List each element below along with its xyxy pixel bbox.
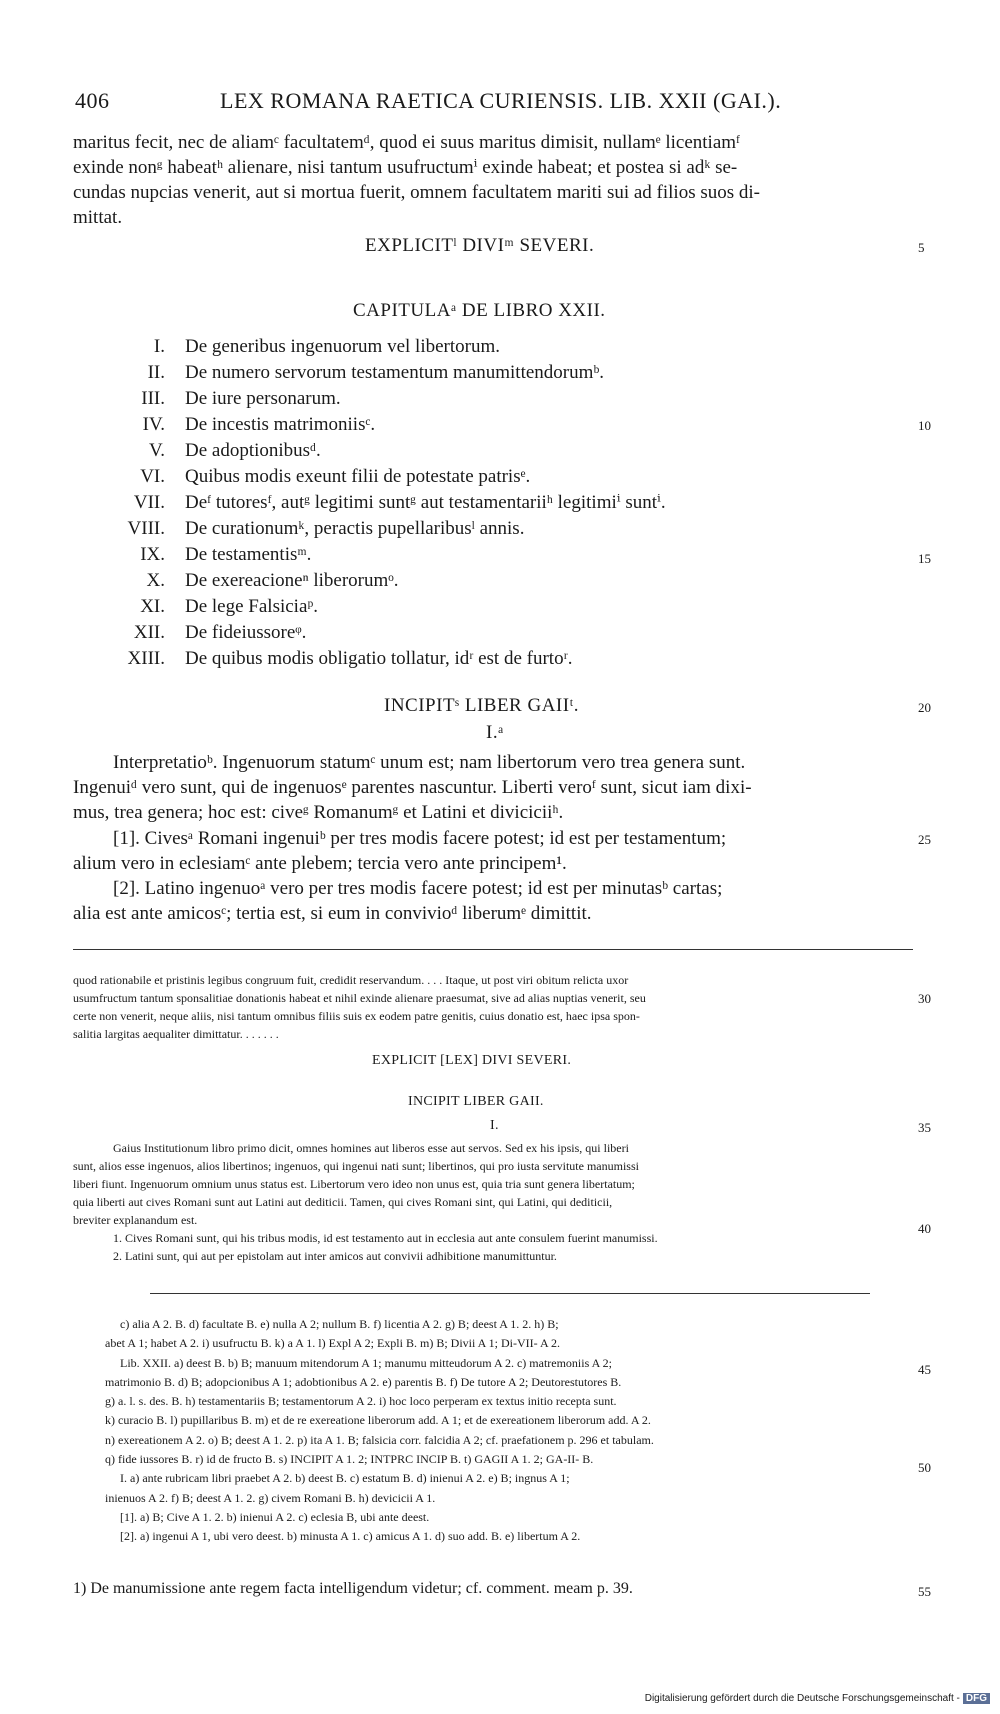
text-line: exinde nonᵍ habeatʰ alienare, nisi tantum usufructumⁱ exinde habeat; et postea si adᵏ se- <box>73 157 738 178</box>
separator-rule <box>150 1293 870 1294</box>
apparatus-line: q) fide iussores B. r) id de fructo B. s) INCIPIT A 1. 2; INTPRC INCIP B. t) GAGII A 1. 2; GA-II- B. <box>105 1452 594 1467</box>
capitula-item <box>110 568 399 594</box>
chapter-title: De testamentisᵐ. <box>185 544 312 565</box>
chapter-title: De incestis matrimoniisᶜ. <box>185 414 376 435</box>
separator-rule <box>73 949 913 950</box>
chapter-title: De lege Falsiciaᵖ. <box>185 596 319 617</box>
capitula-item <box>110 646 573 672</box>
capitula-item <box>110 464 531 490</box>
paragraph-2 <box>73 876 918 926</box>
apparatus-line: abet A 1; habet A 2. i) usufructu B. k) a A 1. l) Expl A 2; Expli B. m) B; Divii A 1; Di-VII- A 2. <box>105 1336 560 1351</box>
text-line: liberi fiunt. Ingenuorum omnium unus status est. Libertorum vero ideo non unus est, quia tria sunt genera libertatum; <box>73 1177 635 1191</box>
line-number: 15 <box>918 551 931 566</box>
text-line: certe non venerit, neque aliis, nisi tantum omnibus filiis suis ex eodem patre genitis, cuius donatio est, haec ipsa spon- <box>73 1009 640 1023</box>
chapter-number: V. <box>148 440 165 461</box>
chapter-number: XII. <box>133 622 165 643</box>
running-title: LEX ROMANA RAETICA CURIENSIS. LIB. XXII (GAI.). <box>220 88 782 113</box>
chapter-number: IV. <box>142 414 165 435</box>
chapter-title: De exereacioneⁿ liberorumᵒ. <box>185 570 399 591</box>
text-line: 2. Latini sunt, qui aut per epistolam aut inter amicos aut convivii adhibitione manumittuntur. <box>113 1249 557 1263</box>
text-line: sunt, alios esse ingenuos, alios libertinos; ingenuos, qui ingenui nati sunt; libertinos, qui pro iusta servitute manumissi <box>73 1159 639 1173</box>
line-number: 10 <box>918 418 931 433</box>
chapter-number: XIII. <box>127 648 165 669</box>
page-number: 406 <box>75 88 110 113</box>
capitula-item <box>110 516 525 542</box>
text-line: quod rationabile et pristinis legibus congruum fuit, credidit reservandum. . . . Itaque, ut post viri obitum relicta uxor <box>73 973 629 987</box>
text-line: Ingenuiᵈ vero sunt, qui de ingenuosᵉ parentes nascuntur. Liberti veroᶠ sunt, sicut iam dixi- <box>73 777 752 798</box>
text-line: alia est ante amicosᶜ; tertia est, si eum in convivioᵈ liberumᵉ dimittit. <box>73 903 592 924</box>
chapter-title: De quibus modis obligatio tollatur, idʳ est de furtoʳ. <box>185 648 573 669</box>
apparatus-line: k) curacio B. l) pupillaribus B. m) et de re exereatione liberorum add. A 1; et de exereationem liberorum add. A 2. <box>105 1413 651 1428</box>
apparatus-line: I. a) ante rubricam libri praebet A 2. b) deest B. c) estatum B. d) inienui A 2. e) B; ingnus A 1; <box>120 1471 570 1486</box>
section-number: I.ᵃ <box>486 722 504 743</box>
capitula-item <box>110 360 605 386</box>
text-line: 1. Cives Romani sunt, qui his tribus modis, id est testamento aut in ecclesia aut ante consulem fuerint manumissi. <box>113 1231 658 1245</box>
text-line: [1]. Civesᵃ Romani ingenuiᵇ per tres modis facere potest; id est per testamentum; <box>113 828 727 849</box>
chapter-title: De adoptionibusᵈ. <box>185 440 321 461</box>
text-line: maritus fecit, nec de aliamᶜ facultatemᵈ, quod ei suus maritus dimisit, nullamᵉ licentiamᶠ <box>73 132 741 153</box>
text-line: usumfructum tantum sponsalitiae donationis habeat et nihil exinde alienare praesumat, sive ad alias nuptias venerit, seu <box>73 991 646 1005</box>
dfg-logo: DFG <box>963 1693 990 1704</box>
line-number: 30 <box>918 991 931 1006</box>
text-line: breviter explanandum est. <box>73 1213 198 1227</box>
apparatus-line: Lib. XXII. a) deest B. b) B; manuum mitendorum A 1; manumu mitteudorum A 2. c) matremoniis A 2; <box>120 1355 612 1370</box>
apparatus-line: n) exereationem A 2. o) B; deest A 1. 2. p) ita A 1. B; falsicia corr. falcidia A 2; cf. praefationem p. 296 et tabulam. <box>105 1432 654 1447</box>
text-line: cundas nupcias venerit, aut si mortua fuerit, omnem facultatem mariti sui ad filios suos di- <box>73 182 760 203</box>
line-number: 5 <box>918 240 925 255</box>
credit-text: Digitalisierung gefördert durch die Deutsche Forschungsgemeinschaft - <box>644 1693 960 1704</box>
apparatus-line: inienuos A 2. f) B; deest A 1. 2. g) civem Romani B. h) devicicii A 1. <box>105 1490 436 1505</box>
paragraph-1 <box>73 826 918 876</box>
chapter-title: De generibus ingenuorum vel libertorum. <box>185 336 501 357</box>
text-line: mittat. <box>73 207 123 228</box>
line-number: 25 <box>918 832 931 847</box>
explicit-heading: EXPLICITˡ DIVIᵐ SEVERI. <box>365 235 595 256</box>
line-number: 40 <box>918 1221 931 1236</box>
interpretatio-paragraph <box>73 750 918 825</box>
capitula-heading: CAPITULAᵃ DE LIBRO XXII. <box>353 300 606 321</box>
chapter-title: Quibus modis exeunt filii de potestate patrisᵉ. <box>185 466 531 487</box>
line-number: 55 <box>918 1584 931 1599</box>
capitula-item <box>110 594 319 620</box>
line-number: 50 <box>918 1460 931 1475</box>
text-line: alium vero in eclesiamᶜ ante plebem; tercia vero ante principem¹. <box>73 853 567 874</box>
capitula-item <box>110 542 312 568</box>
chapter-number: VIII. <box>127 518 165 539</box>
text-line: Interpretatioᵇ. Ingenuorum statumᶜ unum est; nam libertorum vero trea genera sunt. <box>113 752 746 773</box>
apparatus-line: matrimonio B. d) B; adopcionibus A 1; adobtionibus A 2. e) parentis B. f) De tutore A 2; Deutorestutores B. <box>105 1374 622 1389</box>
text-line: [2]. Latino ingenuoᵃ vero per tres modis facere potest; id est per minutasᵇ cartas; <box>113 878 723 899</box>
incipit-heading: INCIPITˢ LIBER GAIIᵗ. <box>384 695 579 716</box>
chapter-number: IX. <box>140 544 165 565</box>
incipit-heading-small: INCIPIT LIBER GAII. <box>408 1094 544 1109</box>
critical-apparatus <box>105 1315 915 1547</box>
text-line: Gaius Institutionum libro primo dicit, omnes homines aut liberos esse aut servos. Sed ex his ipsis, qui liberi <box>113 1141 629 1155</box>
intro-paragraph <box>73 130 918 230</box>
capitula-list <box>110 334 666 672</box>
capitula-item <box>110 334 501 360</box>
section-number-small: I. <box>490 1118 499 1133</box>
apparatus-line: [1]. a) B; Cive A 1. 2. b) inienui A 2. c) eclesia B, ubi ante deest. <box>120 1509 430 1524</box>
running-header <box>75 88 835 118</box>
chapter-title: De fideiussoreᵠ. <box>185 622 307 643</box>
chapter-title: De iure personarum. <box>185 388 341 409</box>
apparatus-line: [2]. a) ingenui A 1, ubi vero deest. b) minusta A 1. c) amicus A 1. d) suo add. B. e) libertum A 2. <box>120 1529 581 1544</box>
text-line: mus, trea genera; hoc est: civeᵍ Romanumᵍ et Latini et diviciciiʰ. <box>73 802 564 823</box>
chapter-number: VII. <box>133 492 165 513</box>
chapter-title: De curationumᵏ, peractis pupellaribusˡ annis. <box>185 518 525 539</box>
footnote: 1) De manumissione ante regem facta intelligendum videtur; cf. comment. meam p. 39. <box>73 1580 633 1597</box>
line-number: 35 <box>918 1120 931 1135</box>
chapter-number: II. <box>147 362 165 383</box>
gaius-text <box>73 1139 918 1265</box>
chapter-number: VI. <box>140 466 165 487</box>
source-text <box>73 971 918 1043</box>
explicit-heading-small: EXPLICIT [LEX] DIVI SEVERI. <box>372 1053 572 1068</box>
chapter-number: X. <box>146 570 165 591</box>
line-number: 45 <box>918 1362 931 1377</box>
chapter-title: De numero servorum testamentum manumittendorumᵇ. <box>185 362 605 383</box>
chapter-number: XI. <box>140 596 165 617</box>
chapter-title: Deᶠ tutoresᶠ, autᵍ legitimi suntᵍ aut testamentariiʰ legitimiⁱ suntⁱ. <box>185 492 666 513</box>
capitula-item <box>110 620 307 646</box>
capitula-item <box>110 412 376 438</box>
text-line: salitia largitas aequaliter dimittatur. . . . . . . <box>73 1027 279 1041</box>
line-number: 20 <box>918 700 931 715</box>
apparatus-line: g) a. l. s. des. B. h) testamentariis B; testamentorum A 2. i) hoc loco perperam ex textus initio recepta sunt. <box>105 1394 617 1409</box>
capitula-item <box>110 438 321 464</box>
capitula-item <box>110 490 666 516</box>
chapter-number: I. <box>153 336 165 357</box>
capitula-item <box>110 386 341 412</box>
digitization-credit <box>645 1693 990 1704</box>
text-line: quia liberti aut cives Romani sunt aut Latini aut dediticii. Tamen, qui cives Romani sint, qui Latini, qui dediticii, <box>73 1195 613 1209</box>
chapter-number: III. <box>141 388 165 409</box>
apparatus-line: c) alia A 2. B. d) facultate B. e) nulla A 2; nullum B. f) licentia A 2. g) B; deest A 1. 2. h) B; <box>120 1317 559 1331</box>
